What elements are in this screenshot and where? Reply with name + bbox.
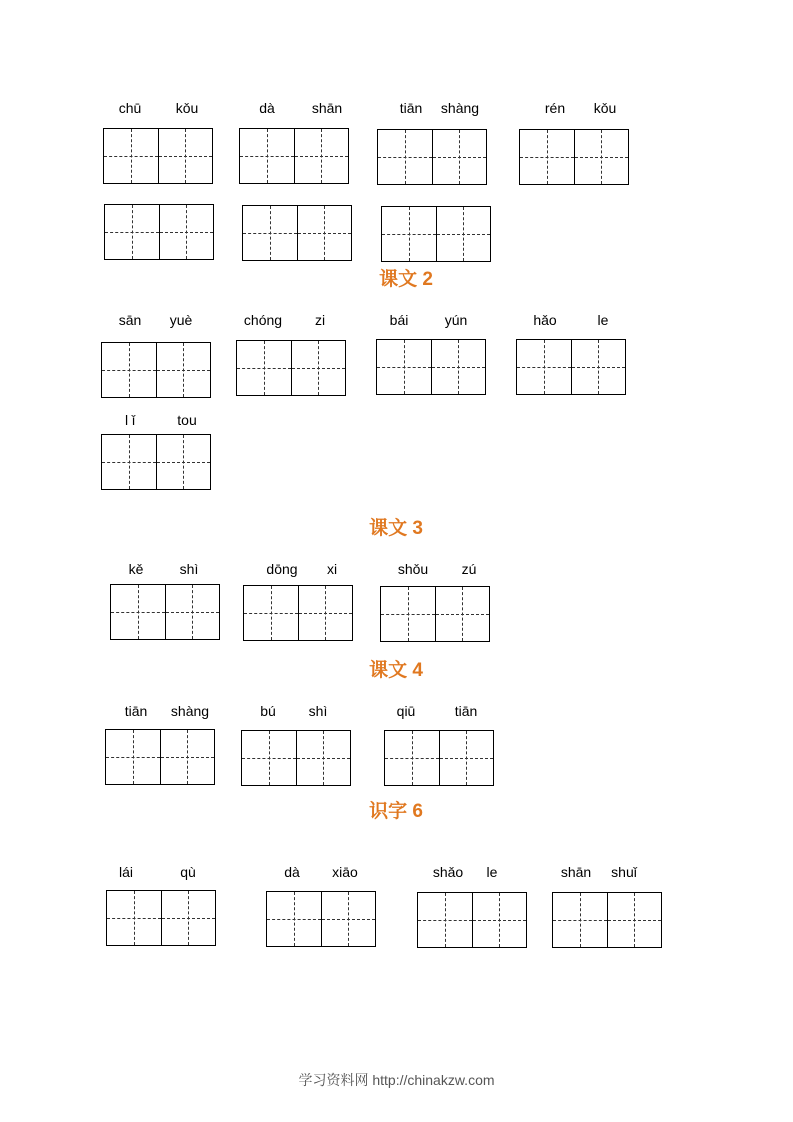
character-cell[interactable] [436, 207, 491, 261]
character-cell[interactable] [105, 205, 159, 259]
pinyin-label: shuǐ [611, 864, 637, 880]
character-cell[interactable] [377, 340, 431, 394]
writing-grid[interactable] [101, 434, 211, 490]
character-cell[interactable] [296, 731, 351, 785]
writing-grid[interactable] [519, 129, 629, 185]
character-cell[interactable] [160, 730, 215, 784]
pinyin-label: zú [461, 561, 477, 577]
pinyin-label: tiān [399, 100, 423, 116]
pinyin-label: dà [284, 864, 300, 880]
character-cell[interactable] [439, 731, 494, 785]
character-cell[interactable] [321, 892, 376, 946]
footer-source: 学习资料网 http://chinakzw.com [298, 1072, 495, 1088]
pinyin-label: hǎo [533, 312, 557, 328]
character-cell[interactable] [435, 587, 490, 641]
writing-grid[interactable] [243, 585, 353, 641]
lesson-heading: 识字 6 [369, 801, 423, 822]
pinyin-label: le [486, 864, 498, 880]
character-cell[interactable] [553, 893, 607, 947]
character-cell[interactable] [574, 130, 629, 184]
writing-grid[interactable] [110, 584, 220, 640]
writing-grid[interactable] [516, 339, 626, 395]
pinyin-label: lái [118, 864, 134, 880]
pinyin-label: qiū [396, 703, 416, 719]
character-cell[interactable] [242, 731, 296, 785]
writing-grid[interactable] [266, 891, 376, 947]
character-cell[interactable] [158, 129, 213, 183]
pinyin-label: bú [260, 703, 276, 719]
writing-grid[interactable] [552, 892, 662, 948]
pinyin-label: shàng [440, 100, 480, 116]
writing-grid[interactable] [104, 204, 214, 260]
character-cell[interactable] [418, 893, 472, 947]
character-cell[interactable] [244, 586, 298, 640]
writing-grid[interactable] [377, 129, 487, 185]
pinyin-label: rén [544, 100, 566, 116]
pinyin-label: dōng [266, 561, 298, 577]
character-cell[interactable] [432, 130, 487, 184]
character-cell[interactable] [297, 206, 352, 260]
character-cell[interactable] [156, 343, 211, 397]
character-cell[interactable] [165, 585, 220, 639]
lesson-heading: 课文 4 [369, 660, 423, 681]
pinyin-label: xi [326, 561, 338, 577]
pinyin-label: chū [118, 100, 142, 116]
writing-grid[interactable] [384, 730, 494, 786]
character-cell[interactable] [571, 340, 626, 394]
character-cell[interactable] [298, 586, 353, 640]
character-cell[interactable] [382, 207, 436, 261]
character-cell[interactable] [111, 585, 165, 639]
character-cell[interactable] [102, 435, 156, 489]
pinyin-label: shān [311, 100, 343, 116]
character-cell[interactable] [378, 130, 432, 184]
character-cell[interactable] [607, 893, 662, 947]
writing-grid[interactable] [239, 128, 349, 184]
pinyin-label: le [597, 312, 609, 328]
character-cell[interactable] [237, 341, 291, 395]
writing-grid[interactable] [241, 730, 351, 786]
character-cell[interactable] [385, 731, 439, 785]
character-cell[interactable] [520, 130, 574, 184]
character-cell[interactable] [156, 435, 211, 489]
writing-grid[interactable] [103, 128, 213, 184]
writing-grid[interactable] [236, 340, 346, 396]
pinyin-label: yún [444, 312, 468, 328]
character-cell[interactable] [294, 129, 349, 183]
character-cell[interactable] [106, 730, 160, 784]
pinyin-label: tiān [454, 703, 478, 719]
pinyin-label: bái [389, 312, 409, 328]
pinyin-label: xiāo [332, 864, 358, 880]
character-cell[interactable] [161, 891, 216, 945]
writing-grid[interactable] [105, 729, 215, 785]
character-cell[interactable] [104, 129, 158, 183]
character-cell[interactable] [431, 340, 486, 394]
pinyin-label: dà [259, 100, 275, 116]
writing-grid[interactable] [376, 339, 486, 395]
pinyin-label: sān [118, 312, 142, 328]
pinyin-label: kǒu [593, 100, 617, 116]
character-cell[interactable] [381, 587, 435, 641]
pinyin-label: zi [314, 312, 326, 328]
pinyin-label: shì [179, 561, 199, 577]
pinyin-label: chóng [243, 312, 283, 328]
pinyin-label: tou [177, 412, 197, 428]
writing-grid[interactable] [106, 890, 216, 946]
character-cell[interactable] [102, 343, 156, 397]
character-cell[interactable] [267, 892, 321, 946]
lesson-heading: 课文 2 [379, 269, 433, 290]
pinyin-label: yuè [169, 312, 193, 328]
pinyin-label: shān [560, 864, 592, 880]
character-cell[interactable] [517, 340, 571, 394]
pinyin-label: shàng [170, 703, 210, 719]
character-cell[interactable] [240, 129, 294, 183]
writing-grid[interactable] [101, 342, 211, 398]
character-cell[interactable] [243, 206, 297, 260]
pinyin-label: l ǐ [124, 412, 136, 428]
pinyin-label: qù [180, 864, 196, 880]
writing-grid[interactable] [381, 206, 491, 262]
writing-grid[interactable] [380, 586, 490, 642]
pinyin-label: kě [128, 561, 144, 577]
pinyin-label: shǒu [397, 561, 429, 577]
character-cell[interactable] [107, 891, 161, 945]
character-cell[interactable] [291, 341, 346, 395]
pinyin-label: shǎo [432, 864, 464, 880]
lesson-heading: 课文 3 [369, 518, 423, 539]
writing-grid[interactable] [417, 892, 527, 948]
character-cell[interactable] [159, 205, 214, 259]
pinyin-label: shì [308, 703, 328, 719]
writing-grid[interactable] [242, 205, 352, 261]
character-cell[interactable] [472, 893, 527, 947]
pinyin-label: kǒu [175, 100, 199, 116]
pinyin-label: tiān [124, 703, 148, 719]
